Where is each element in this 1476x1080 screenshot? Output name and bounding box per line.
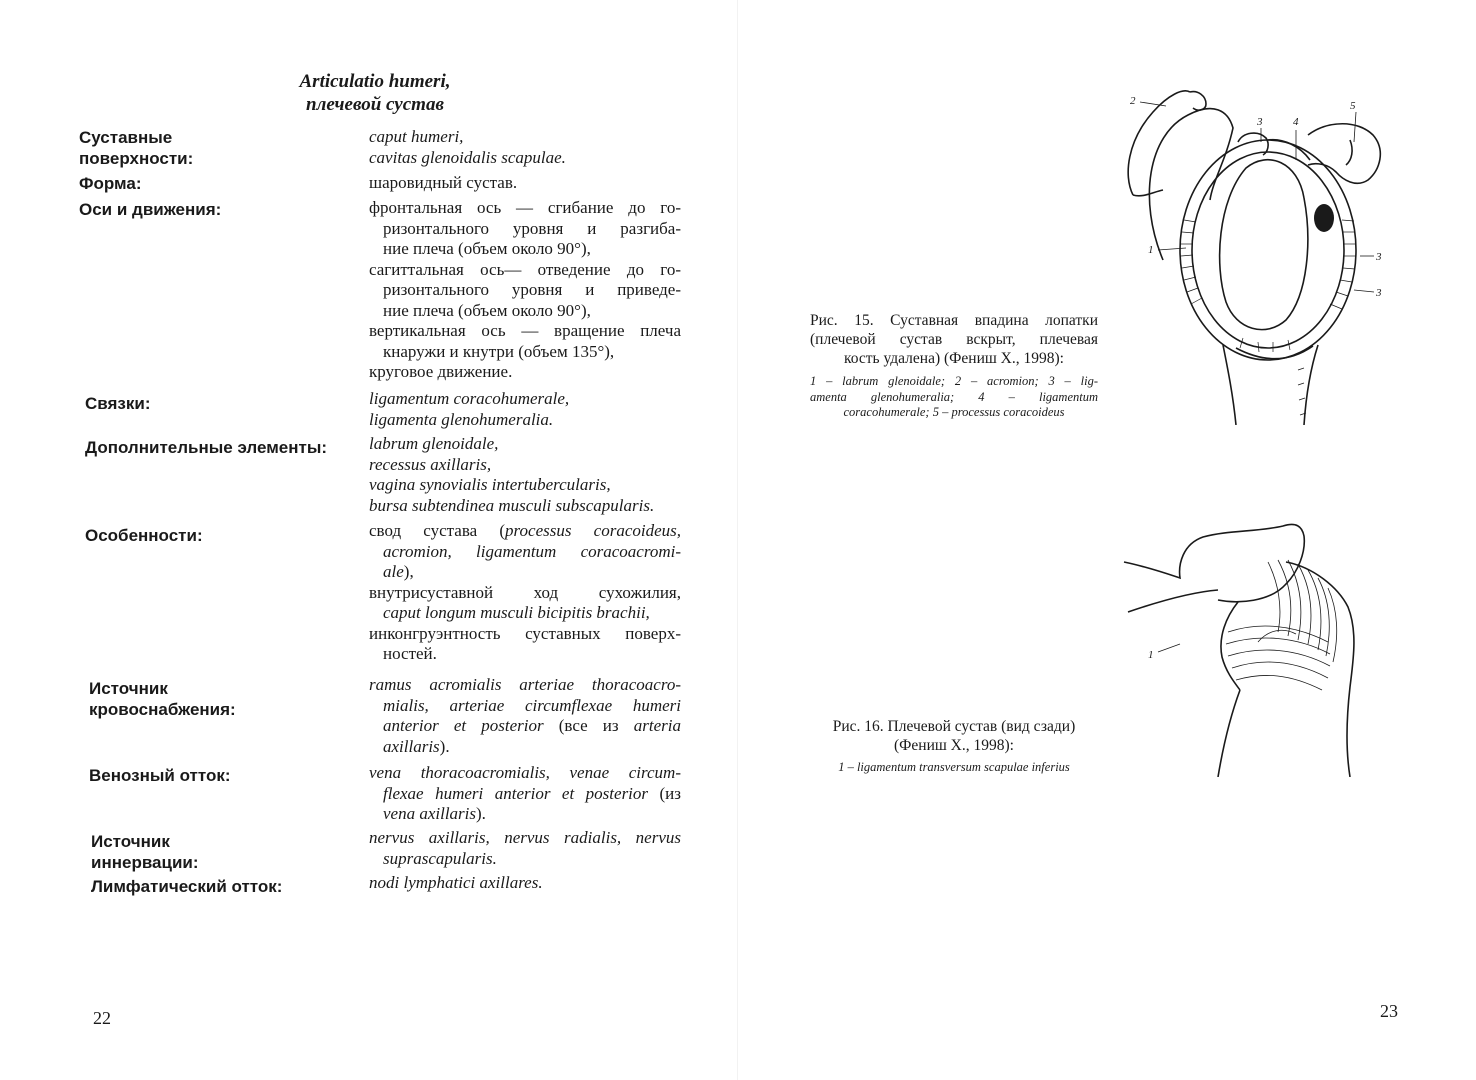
label-surfaces: Суставные поверхности: xyxy=(79,128,194,168)
figure-16-legend: 1 – ligamentum transversum scapulae inferius xyxy=(838,760,1070,774)
fig15-label-3-low: 3 xyxy=(1376,287,1382,299)
value-ligaments: ligamentum coracohumerale, ligamenta glenohumeralia. xyxy=(369,389,570,429)
value-venous: vena thoracoacromialis, venae circum- flexae humeri anterior et posterior (из vena axillaris). xyxy=(369,763,681,823)
label-axes: Оси и движения: xyxy=(79,200,222,219)
figure-15-caption: Рис. 15. Суставная впадина лопатки (плечевой сустав вскрыт, плечевая кость удалена) (Фениш Х., 1998): xyxy=(810,312,1098,367)
figure-16-shoulder-illustration xyxy=(1118,512,1378,777)
value-nerve: nervus axillaris, nervus radialis, nervus suprascapularis. xyxy=(369,828,681,868)
fig15-label-2: 2 xyxy=(1130,95,1136,107)
value-lymph: nodi lymphatici axillares. xyxy=(369,873,543,892)
label-ligaments: Связки: xyxy=(85,394,151,413)
right-page xyxy=(738,0,1476,1080)
fig15-label-5: 5 xyxy=(1350,100,1356,112)
figure-16-caption: Рис. 16. Плечевой сустав (вид сзади) (Фениш Х., 1998): xyxy=(832,718,1076,754)
value-form: шаровидный сустав. xyxy=(369,173,518,192)
fig15-label-3-mid: 3 xyxy=(1376,251,1382,263)
value-extra: labrum glenoidale, recessus axillaris, vagina synovialis intertubercularis, bursa subtendinea musculi subscapularis. xyxy=(369,434,655,515)
value-blood: ramus acromialis arteriae thoracoacro- mialis, arteriae circumflexae humeri anterior et posterior (все из arteria axillaris). xyxy=(369,675,681,756)
section-title xyxy=(260,70,490,116)
label-nerve: Источник иннервации: xyxy=(91,832,199,872)
label-lymph: Лимфатический отток: xyxy=(91,877,283,896)
fig16-label-1: 1 xyxy=(1148,649,1154,661)
fig15-label-1: 1 xyxy=(1148,244,1154,256)
label-venous: Венозный отток: xyxy=(89,766,231,785)
title-latin: Articulatio humeri, xyxy=(299,71,451,92)
page-number-left: 22 xyxy=(93,1008,111,1028)
label-extra: Дополнительные элементы: xyxy=(85,438,328,457)
value-surfaces: caput humeri, cavitas glenoidalis scapulae. xyxy=(369,127,566,167)
fig15-label-4: 4 xyxy=(1293,116,1299,128)
label-blood: Источник кровоснабжения: xyxy=(89,679,236,719)
label-form: Форма: xyxy=(79,174,142,193)
label-features: Особенности: xyxy=(85,526,203,545)
value-features: свод сустава (processus coracoideus, acromion, ligamentum coracoacromi- ale), внутрисуставной ход сухожилия, caput longum musculi bicipitis brachii, инконгруэнтность суставных поверх- ностей. xyxy=(369,521,681,663)
figure-15-legend: 1 – labrum glenoidale; 2 – acromion; 3 – lig- amenta glenohumeralia; 4 – ligamentum coracohumerale; 5 – processus coracoideus xyxy=(810,374,1098,419)
page-number-right: 23 xyxy=(1380,1001,1398,1021)
value-axes: фронтальная ось — сгибание до го- ризонтального уровня и разгиба- ние плеча (объем около 90°), сагиттальная ось— отведение до го- ризонтального уровня и приведе- ние плеча (объем около 90°), вертикальная ось — вращение плеча кнаружи и кнутри (объем 135°), круговое движение. xyxy=(369,198,681,381)
figure-15-glenoid-illustration xyxy=(1118,80,1398,425)
fig15-label-3-top: 3 xyxy=(1257,116,1263,128)
title-russian: плечевой сустав xyxy=(306,94,444,115)
